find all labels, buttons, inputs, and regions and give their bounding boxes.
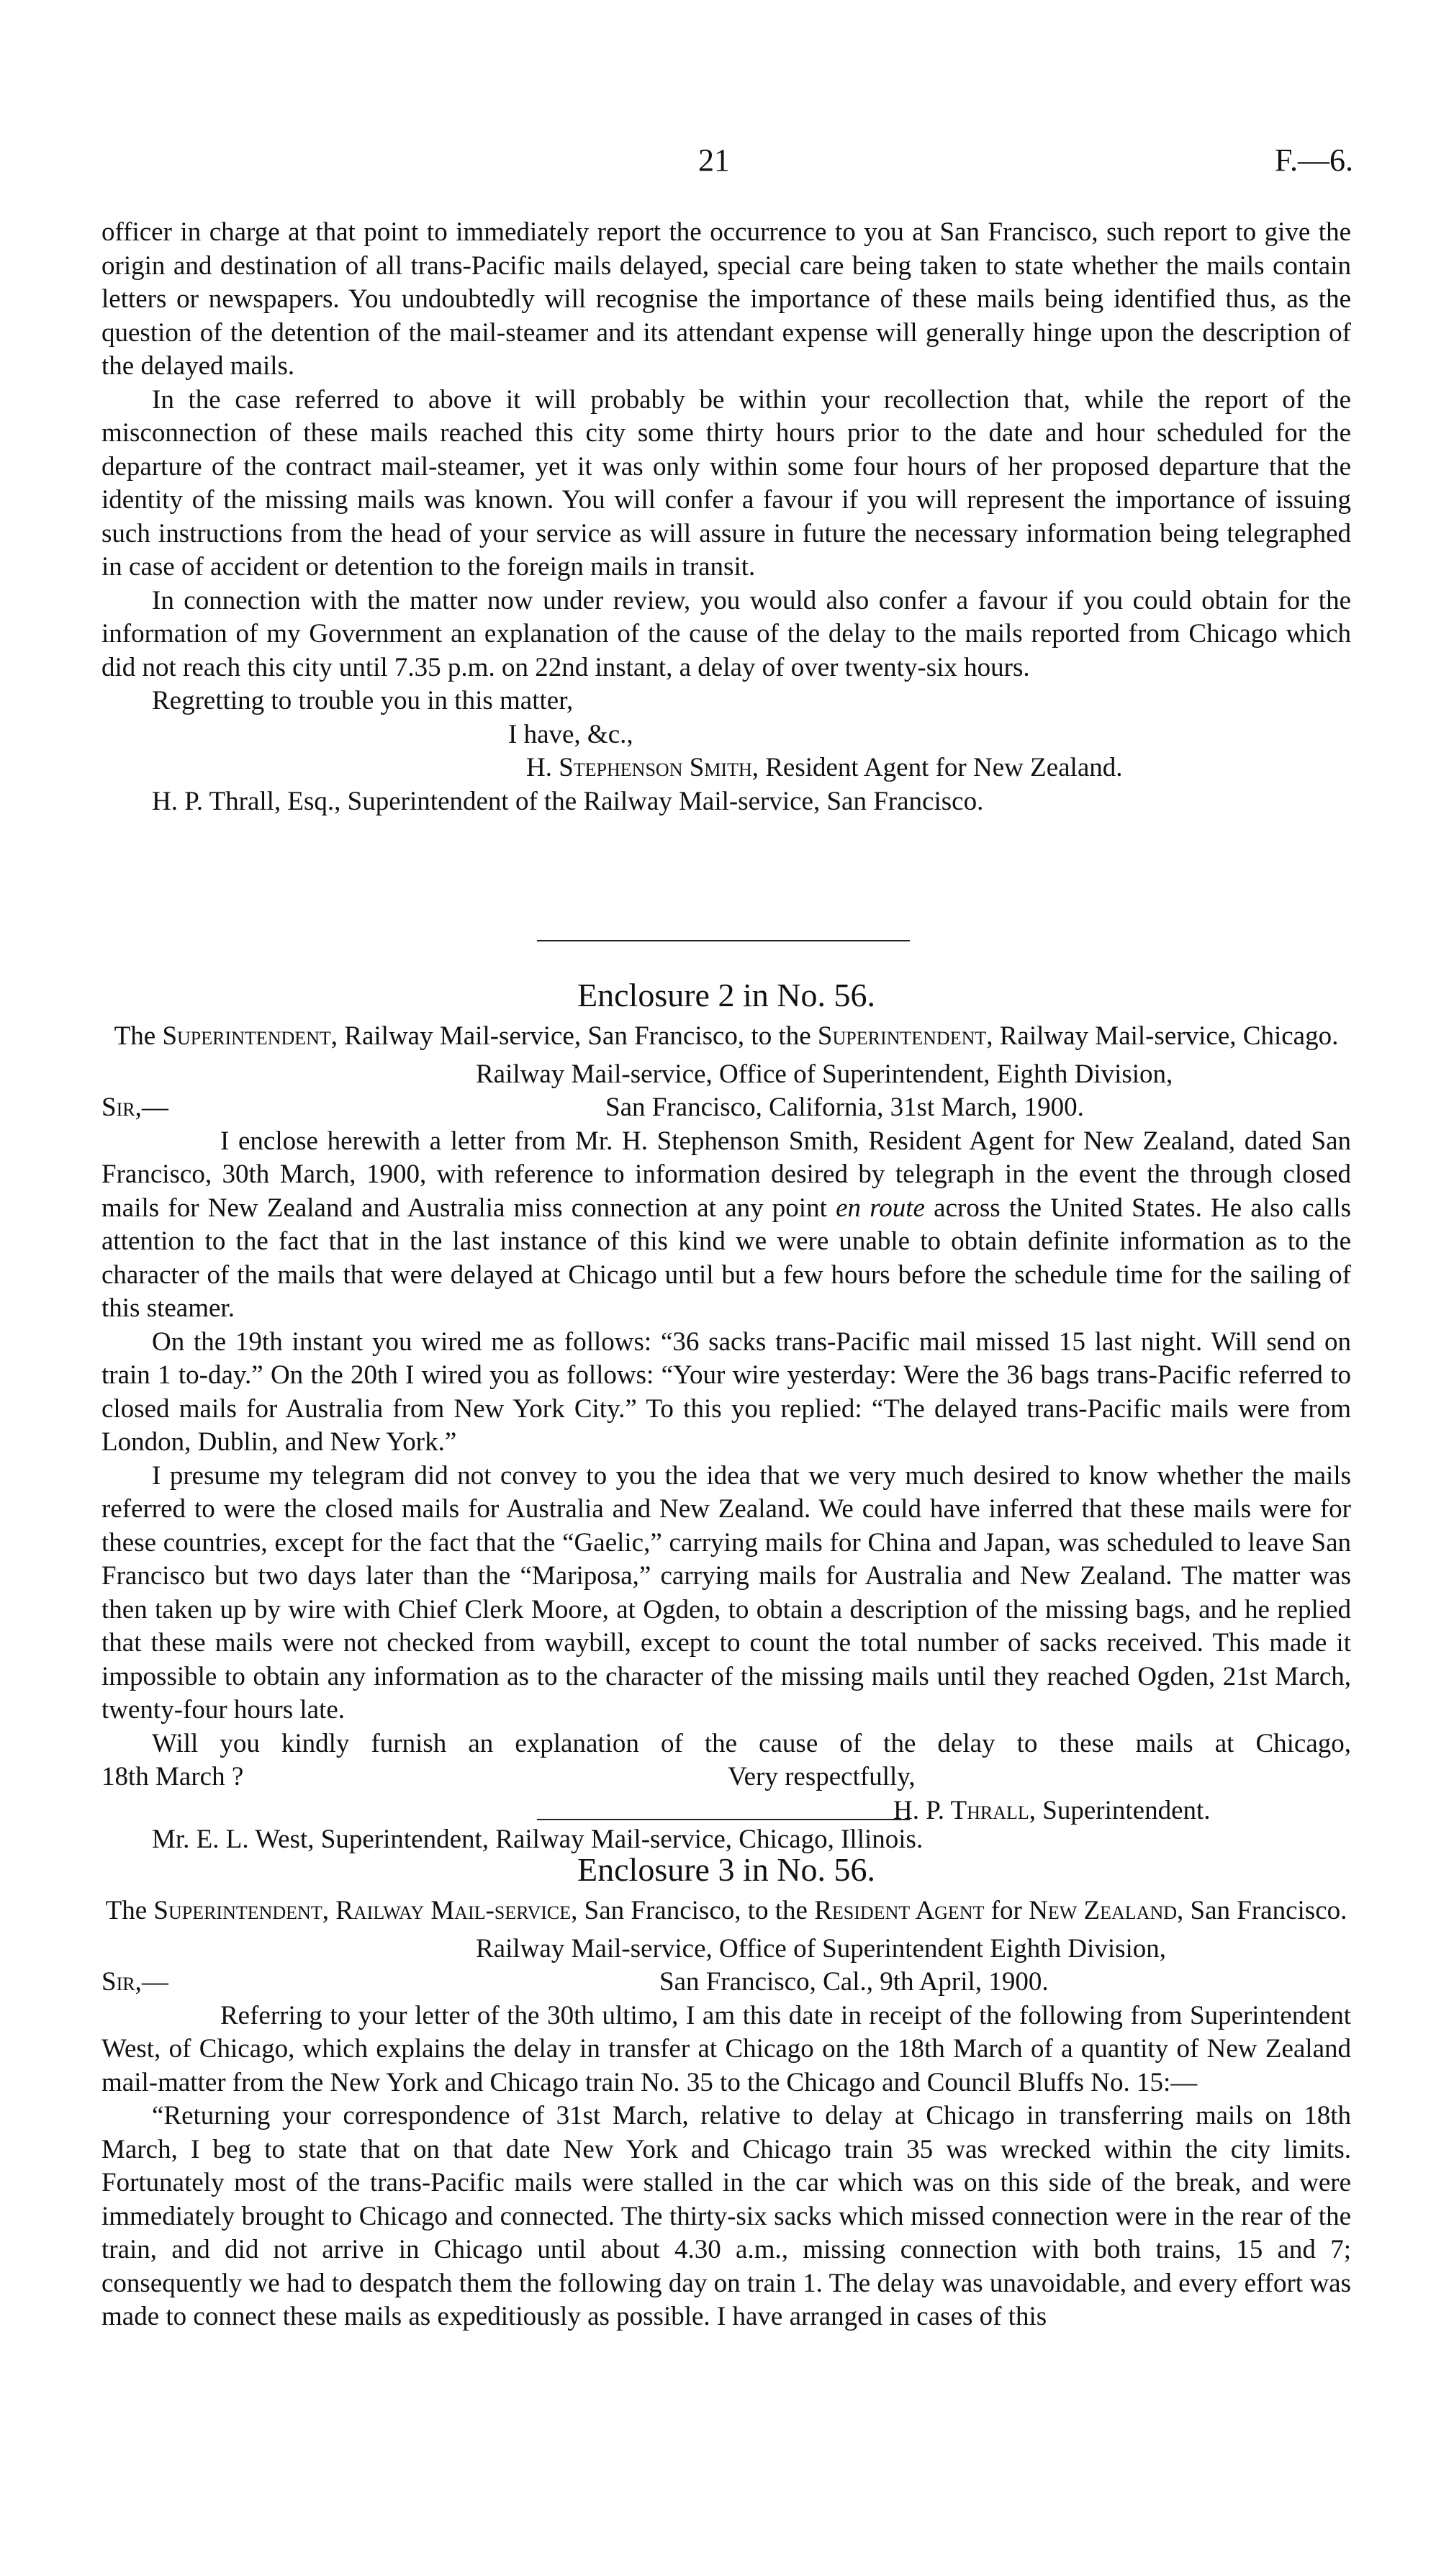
paragraph: Will you kindly furnish an explanation of the cause of the delay to these mails at Chicago, <box>152 1728 1351 1758</box>
enclosure-from <box>101 1894 1351 1928</box>
paragraph: On the 19th instant you wired me as follows: “36 sacks trans-Pacific mail missed 15 last night. Will send on train 1 to-day.” On the 20th I wired you as follows: “Your wire yesterday: Were the 36 bags trans-Pacific referred to closed mails for Australia from New York City.” To this you replied: “The delayed trans-Pacific mails were from London, Dublin, and New York.” <box>101 1327 1351 1457</box>
closing: I have, &c., <box>508 719 633 749</box>
signature-name: H. Stephenson Smith <box>526 753 752 782</box>
enclosure-heading: Enclosure 2 in No. 56. <box>577 977 875 1013</box>
paragraph: officer in charge at that point to immediately report the occurrence to you at San Francisco, such report to give the origin and destination of all trans-Pacific mails delayed, special care being taken to state whether the mails contain letters or newspapers. You undoubtedly will recognise the importance of these mails being identified thus, as the question of the detention of the mail-steamer and its attendant expense will generally hinge upon the description of the delayed mails. <box>101 217 1351 381</box>
paragraph: “Returning your correspondence of 31st March, relative to delay at Chicago in transferring mails on 18th March, I beg to state that on that date New York and Chicago train 35 was wrecked within the city limits. Fortunately most of the trans-Pacific mails were stalled in the car which was on this side of the break, and were immediately brought to Chicago and connected. The thirty-six sacks which missed connection were in the rear of the train, and did not arrive in Chicago until about 4.30 a.m., missing connection with both trains, 15 and 7; consequently we had to despatch them the following day on train 1. The delay was unavoidable, and every effort was made to connect these mails as expeditiously as possible. I have arranged in cases of this <box>101 2101 1351 2331</box>
text: Resident Agent <box>814 1896 985 1925</box>
text: I enclose herewith a letter from Mr. H. Stephenson Smith, Resident Agent for New Zealand, dated San Francisco, 30th March, 1900, with reference to information desired by telegraph in the event the through closed mails for New Zealand and Australia miss connection at any point <box>101 1126 1351 1223</box>
text: , San Francisco. <box>1177 1896 1347 1925</box>
address-line: San Francisco, Cal., 9th April, 1900. <box>659 1967 1049 1997</box>
paragraph: In the case referred to above it will probably be within your recollection that, while the report of the misconnection of these mails reached this city some thirty hours prior to the date and hour scheduled for the departure of the contract mail-steamer, yet it was only within some four hours of her proposed departure that the identity of the missing mails was known. You will confer a favour if you will represent the importance of issuing such instructions from the head of your service as will assure in future the necessary information being telegraphed in case of accident or detention to the foreign mails in transit. <box>101 384 1351 582</box>
signature <box>101 751 1351 785</box>
address-line: Railway Mail-service, Office of Superintendent Eighth Division, <box>476 1933 1167 1963</box>
enclosure-3 <box>101 1850 1351 2334</box>
text: for <box>984 1896 1029 1925</box>
text: across the United States. He also calls attention to the fact that in the last instance of this kind we were unable to obtain definite information as to the character of the mails that were delayed at Chicago until but a few hours before the schedule time for the sailing of this steamer. <box>101 1193 1352 1323</box>
salutation: Sir,— <box>101 1093 168 1122</box>
paragraph: Referring to your letter of the 30th ultimo, I am this date in receipt of the following from Superintendent West, of Chicago, which explains the delay in transfer at Chicago on the 18th March of a quantity of New Zealand mail-matter from the New York and Chicago train No. 35 to the Chicago and Council Bluffs No. 15:— <box>101 2000 1351 2097</box>
paragraph: I presume my telegram did not convey to you the idea that we very much desired to know whether the mails referred to were the closed mails for Australia and New Zealand. We could have inferred that these mails were for these countries, except for the fact that the “Gaelic,” carrying mails for China and Japan, was scheduled to leave San Francisco but two days later than the “Mariposa,” carrying mails for Australia and New Zealand. The matter was then taken up by wire with Chief Clerk Moore, at Ogden, to obtain a description of the missing bags, and he replied that these mails were not checked from waybill, except to count the total number of sacks received. This made it impossible to obtain any information as to the character of the missing mails until they reached Ogden, 21st March, twenty-four hours late. <box>101 1460 1351 1725</box>
enclosure-2 <box>101 975 1351 1857</box>
page-number: 21 <box>698 143 730 178</box>
address-line: San Francisco, California, 31st March, 1900. <box>605 1093 1084 1122</box>
divider <box>537 940 910 941</box>
text: Superintendent, Railway Mail-service <box>153 1896 572 1925</box>
text: The <box>105 1896 154 1925</box>
document-reference: F.—6. <box>1275 143 1353 178</box>
letter-1 <box>101 216 1351 818</box>
text: , Railway Mail-service, San Francisco, to the <box>330 1021 818 1051</box>
signature-title: , Resident Agent for New Zealand. <box>751 753 1123 782</box>
enclosure-from <box>101 1020 1351 1054</box>
salutation: Sir,— <box>101 1967 168 1997</box>
signature-title: , Superintendent. <box>1029 1795 1211 1825</box>
paragraph: In connection with the matter now under review, you would also confer a favour if you could obtain for the information of my Government an explanation of the cause of the delay to the mails reported from Chicago which did not reach this city until 7.35 p.m. on 22nd instant, a delay of over twenty-six hours. <box>101 585 1351 682</box>
paragraph: Regretting to trouble you in this matter, <box>152 686 574 715</box>
signature-name: H. P. Thrall <box>893 1795 1029 1825</box>
text: en route <box>836 1193 925 1223</box>
enclosure-heading: Enclosure 3 in No. 56. <box>577 1851 875 1888</box>
text: , San Francisco, to the <box>571 1896 815 1925</box>
addressee: H. P. Thrall, Esq., Superintendent of the Railway Mail-service, San Francisco. <box>152 786 984 816</box>
salutation-row <box>101 1091 1351 1125</box>
text: New Zealand <box>1029 1896 1178 1925</box>
salutation-row <box>101 1966 1351 1999</box>
closing: Very respectfully, <box>728 1762 916 1791</box>
addressee: Mr. E. L. West, Superintendent, Railway Mail-service, Chicago, Illinois. <box>152 1825 924 1854</box>
paragraph-end: 18th March ? <box>101 1762 244 1791</box>
text: The <box>114 1021 163 1051</box>
text: Superintendent <box>162 1021 331 1051</box>
closing-row <box>101 1761 1351 1794</box>
text: Superintendent <box>817 1021 987 1051</box>
text: , Railway Mail-service, Chicago. <box>986 1021 1339 1051</box>
paragraph <box>101 1125 1351 1326</box>
address-line: Railway Mail-service, Office of Superintendent, Eighth Division, <box>476 1059 1173 1089</box>
divider <box>537 1819 910 1820</box>
